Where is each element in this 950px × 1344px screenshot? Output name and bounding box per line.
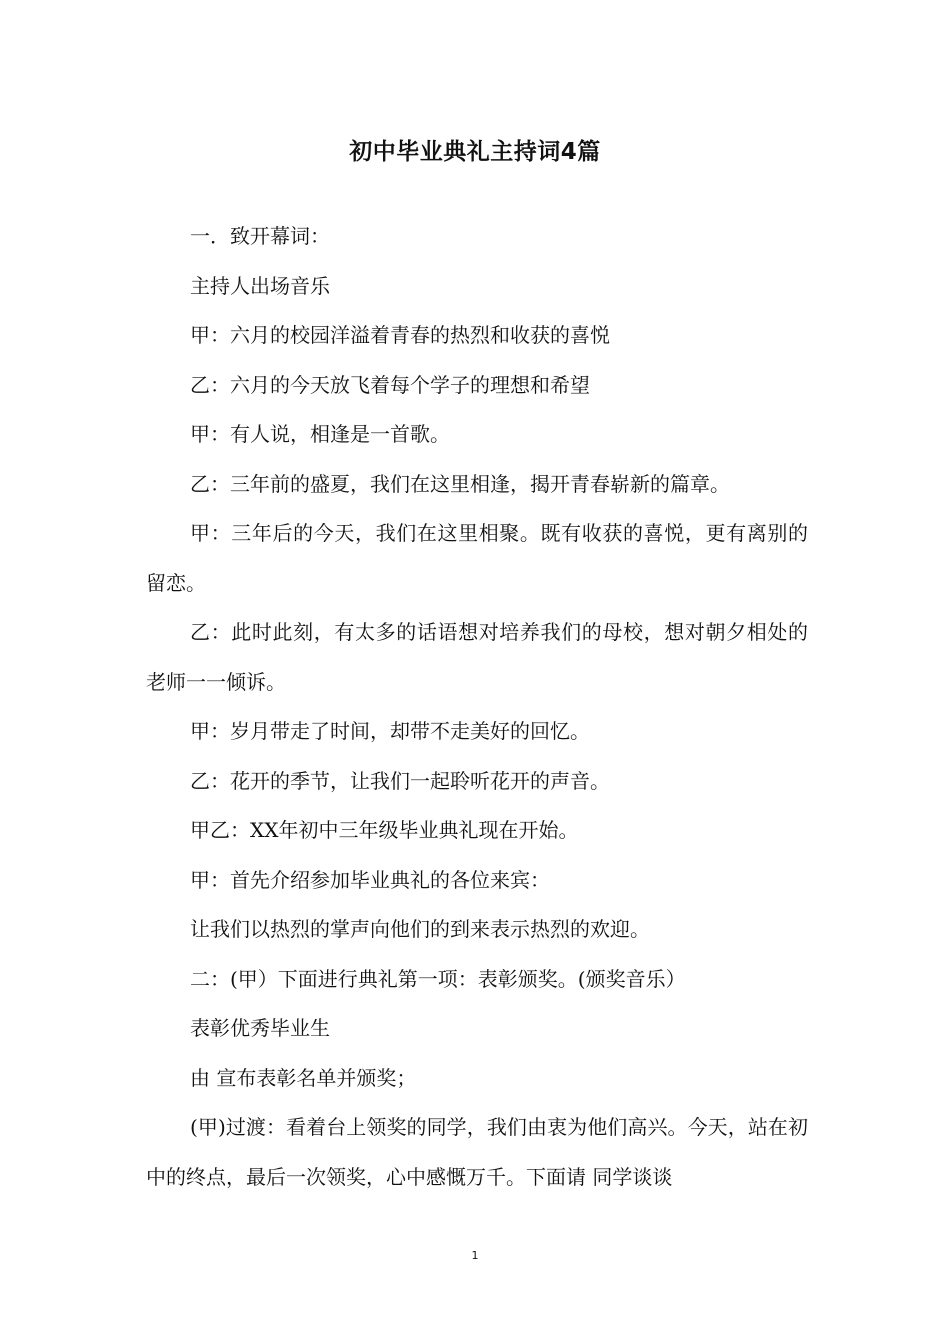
paragraph: 让我们以热烈的掌声向他们的到来表示热烈的欢迎。 [190,917,650,941]
paragraph: 乙：花开的季节，让我们一起聆听花开的声音。 [190,768,610,793]
paragraph: 乙：三年前的盛夏，我们在这里相逢，揭开青春崭新的篇章。 [190,471,730,496]
paragraph: 乙：六月的今天放飞着每个学子的理想和希望 [190,372,590,397]
paragraph: 乙：此时此刻，有太多的话语想对培养我们的母校，想对朝夕相处的老师一一倾诉。 [146,620,808,694]
paragraph: 甲：首先介绍参加毕业典礼的各位来宾： [190,867,550,892]
paragraph: 甲乙：XX年初中三年级毕业典礼现在开始。 [190,818,579,842]
paragraph: 甲：有人说，相逢是一首歌。 [190,422,450,446]
paragraph: 表彰优秀毕业生 [190,1016,330,1040]
paragraph: 甲：岁月带走了时间，却带不走美好的回忆。 [190,719,590,743]
paragraph: 由 宣布表彰名单并颁奖； [190,1065,417,1090]
document-title: 初中毕业典礼主持词4篇 [349,139,601,165]
paragraph: 一．致开幕词： [190,224,330,248]
page-number: 1 [471,1249,479,1262]
document-body [146,212,808,1202]
paragraph: 甲：三年后的今天，我们在这里相聚。既有收获的喜悦，更有离别的留恋。 [146,521,808,595]
paragraph: (甲)过渡：看着台上领奖的同学，我们由衷为他们高兴。今天，站在初中的终点，最后一次领奖，心中感慨万千。下面请 同学谈谈 [146,1115,808,1189]
paragraph: 甲：六月的校园洋溢着青春的热烈和收获的喜悦 [190,323,610,347]
paragraph: 主持人出场音乐 [190,273,330,298]
paragraph: 二：(甲）下面进行典礼第一项：表彰颁奖。(颁奖音乐） [190,966,686,991]
